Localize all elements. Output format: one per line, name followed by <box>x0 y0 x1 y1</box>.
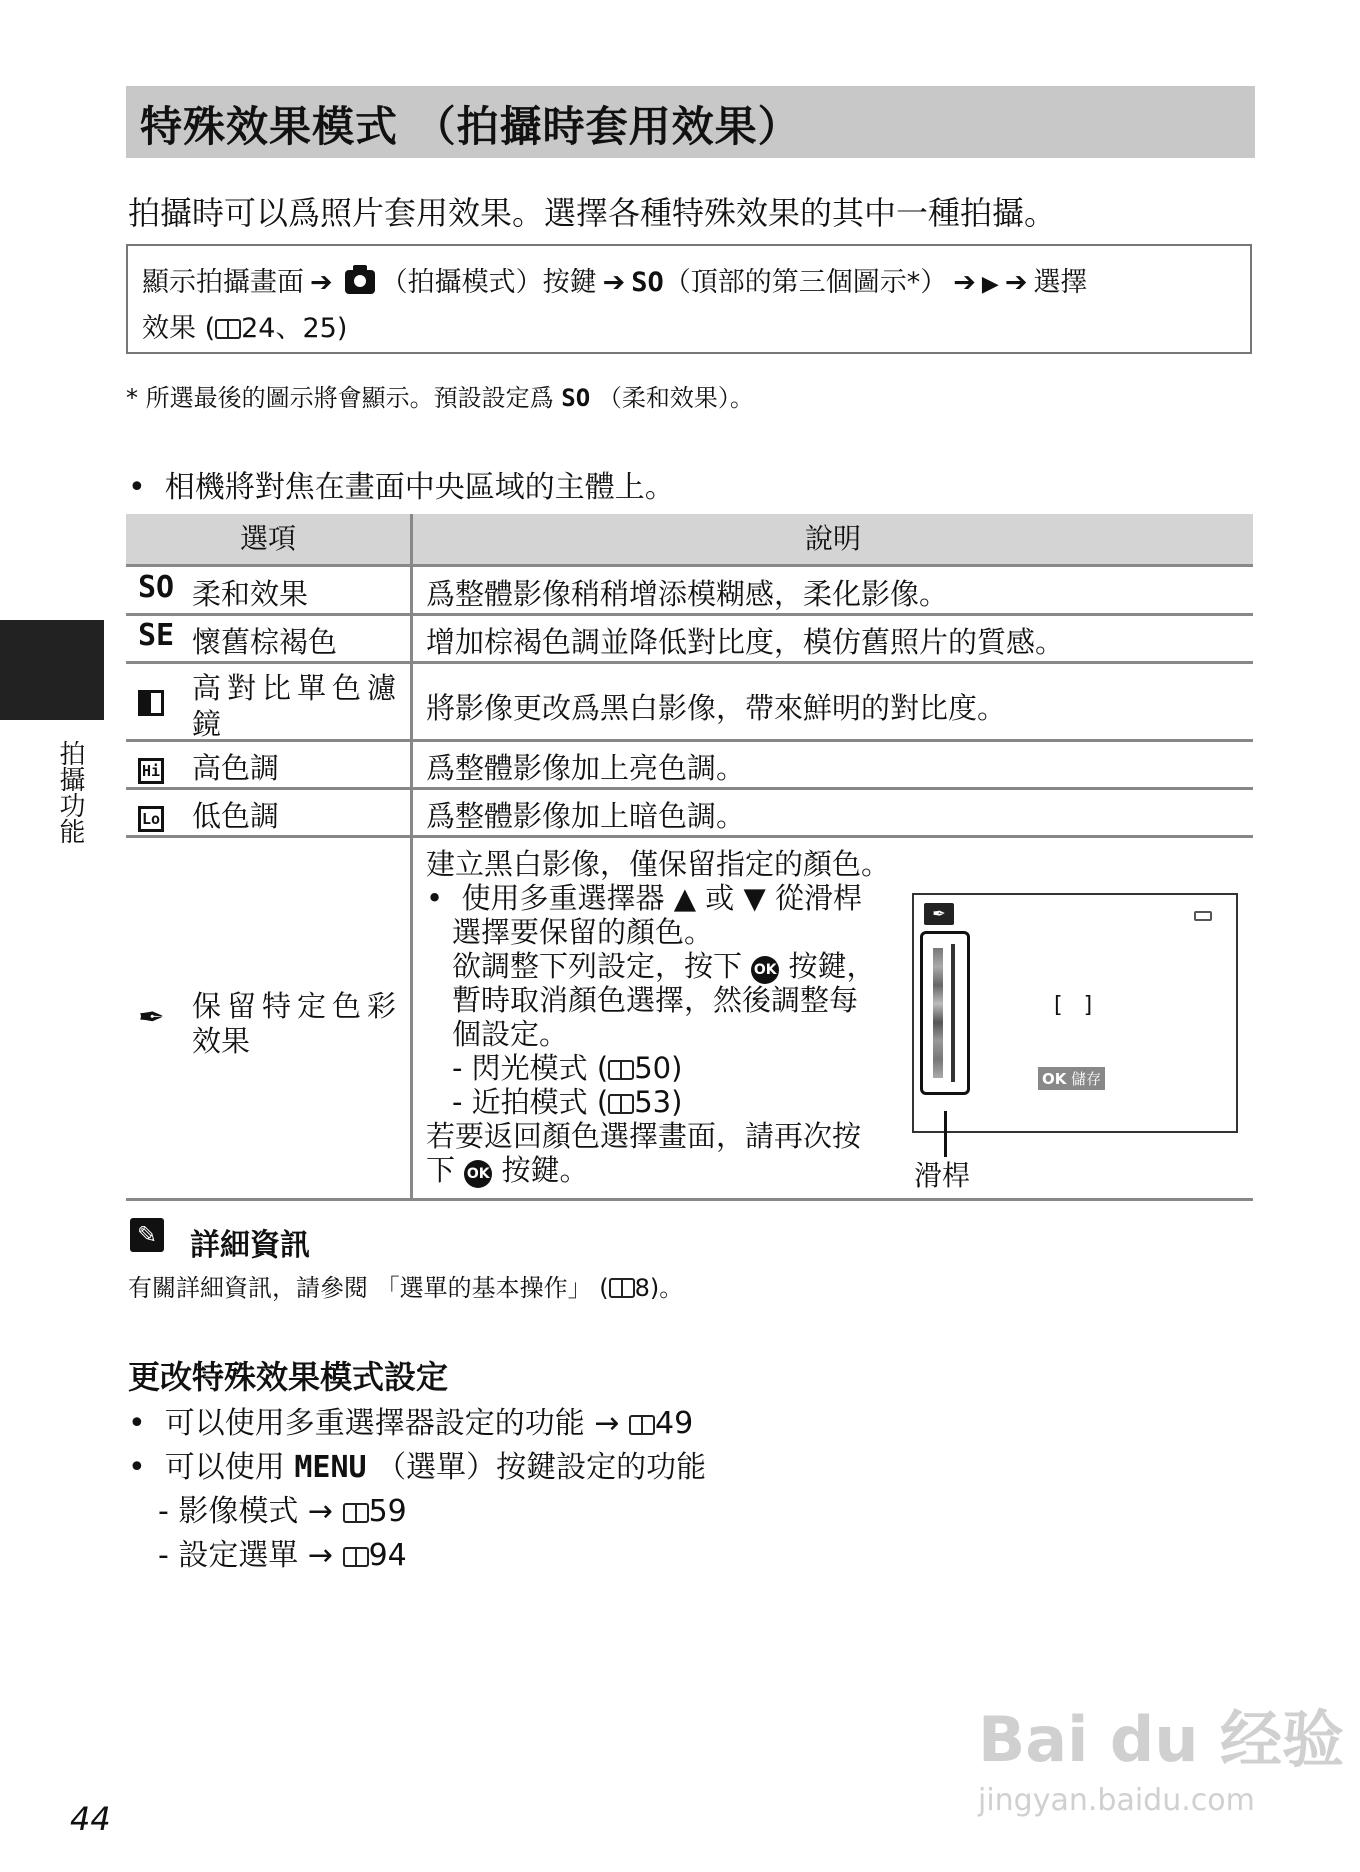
pencil-note-icon: ✎ <box>130 1218 164 1252</box>
arrow-icon: ➔ <box>602 267 626 298</box>
ok-button-icon: OK <box>751 956 779 984</box>
low-key-icon: Lo <box>138 794 164 832</box>
nav-step-4: 選擇 <box>1033 267 1088 298</box>
desc-line: 選擇要保留的顏色。 <box>452 915 714 949</box>
intro-text: 拍攝時可以爲照片套用效果。選擇各種特殊效果的其中一種拍攝。 <box>128 194 1057 232</box>
baidu-watermark <box>978 1690 1344 1818</box>
desc-line: 欲調整下列設定，按下 OK 按鍵， <box>452 949 876 983</box>
desc-line: - 閃光模式 ( 50) <box>452 1051 683 1085</box>
nav-step-3: （頂部的第三個圖示*） <box>663 267 948 298</box>
list-subitem: - 設定選單 → 94 <box>158 1538 407 1573</box>
desc-line: 暫時取消顏色選擇，然後調整每 <box>452 983 859 1017</box>
desc-line: 建立黑白影像，僅保留指定的顏色。 <box>426 847 891 881</box>
book-icon <box>215 319 241 339</box>
arrow-icon: ➔ <box>953 267 976 298</box>
footnote <box>126 378 754 413</box>
watermark-brand: Bai du 经验 <box>978 1703 1345 1776</box>
option-desc: 爲整體影像稍稍增添模糊感，柔化影像。 <box>426 577 949 611</box>
title-bar <box>126 86 1255 158</box>
book-icon <box>343 1503 369 1523</box>
option-desc: 爲整體影像加上暗色調。 <box>426 799 746 833</box>
soft-icon: SO <box>631 267 664 298</box>
camera-icon <box>345 270 375 294</box>
desc-line: 下 OK 按鍵。 <box>426 1153 589 1187</box>
option-name: 保留特定色彩 <box>192 989 403 1023</box>
option-desc: 增加棕褐色調並降低對比度，模仿舊照片的質感。 <box>426 625 1065 659</box>
navigation-path-box <box>126 244 1252 354</box>
book-icon <box>629 1415 655 1435</box>
option-name: 低色調 <box>192 799 280 833</box>
soft-icon: SO <box>561 384 591 412</box>
page-title: 特殊效果模式 （拍攝時套用效果） <box>140 102 801 151</box>
nav-step-1: 顯示拍攝畫面 <box>142 267 304 298</box>
list-item: • 可以使用 MENU （選單）按鍵設定的功能 <box>128 1450 707 1485</box>
arrow-icon: ➔ <box>310 267 333 298</box>
footnote-text: * 所選最後的圖示將會顯示。預設設定爲 <box>126 384 554 412</box>
slider-track <box>951 944 955 1082</box>
info-text: 有關詳細資訊，請參閱 「選單的基本操作」 ( 8)。 <box>128 1274 684 1302</box>
bullet-focus: • 相機將對焦在畫面中央區域的主體上。 <box>128 470 675 505</box>
option-name-cont: 效果 <box>192 1024 251 1058</box>
slider-callout-line <box>944 1111 947 1157</box>
desc-line: - 近拍模式 ( 53) <box>452 1085 683 1119</box>
desc-line: 個設定。 <box>452 1017 569 1051</box>
nostalgic-sepia-icon: SE <box>138 618 175 653</box>
arrow-icon: ➔ <box>1004 267 1028 298</box>
page-number: 44 <box>70 1800 111 1838</box>
save-prompt: OK 儲存 <box>1038 1067 1105 1090</box>
focus-brackets: [ ] <box>1054 993 1093 1018</box>
soft-icon: SO <box>138 570 175 605</box>
section-heading: 更改特殊效果模式設定 <box>128 1358 449 1396</box>
desc-line: • 使用多重選擇器 ▲ 或 ▼ 從滑桿 <box>426 881 863 915</box>
slider-label: 滑桿 <box>914 1159 971 1192</box>
book-icon <box>608 1060 634 1080</box>
battery-icon <box>1194 911 1212 921</box>
high-key-icon: Hi <box>138 746 164 784</box>
desc-line: 若要返回顏色選擇畫面，請再次按 <box>426 1119 862 1153</box>
watermark-url: jingyan.baidu.com <box>978 1783 1255 1818</box>
list-subitem: - 影像模式 → 59 <box>158 1494 407 1529</box>
eyedropper-icon: ✒ <box>138 998 165 1036</box>
chapter-tab <box>0 620 104 720</box>
chapter-label: 拍攝功能 <box>55 740 85 844</box>
book-icon <box>343 1547 369 1567</box>
nav-page-ref: 24、25) <box>241 313 348 344</box>
list-item: • 可以使用多重選擇器設定的功能 → 49 <box>128 1406 694 1441</box>
nav-step-5: 效果 ( <box>142 313 216 344</box>
camera-screen-illustration <box>912 893 1238 1133</box>
book-icon <box>608 1094 634 1114</box>
book-icon <box>609 1278 635 1298</box>
option-name: 懷舊棕褐色 <box>192 625 338 659</box>
menu-button-label: MENU <box>294 1450 367 1485</box>
option-desc: 爲整體影像加上亮色調。 <box>426 751 746 785</box>
nav-line-1 <box>142 260 1087 299</box>
header-option: 選項 <box>126 514 410 564</box>
header-description: 說明 <box>413 514 1253 564</box>
bullet-text: 相機將對焦在畫面中央區域的主體上。 <box>164 470 675 505</box>
option-desc: 將影像更改爲黑白影像，帶來鮮明的對比度。 <box>426 691 1007 725</box>
color-slider <box>920 931 970 1095</box>
option-name: 柔和效果 <box>192 577 309 611</box>
slider-color-bar <box>933 948 943 1078</box>
eyedropper-icon: ✒ <box>924 903 954 925</box>
option-name: 高對比單色濾 <box>192 671 403 705</box>
ok-button-icon: OK <box>464 1160 492 1188</box>
info-heading: 詳細資訊 <box>190 1228 310 1263</box>
option-name-cont: 鏡 <box>192 707 222 741</box>
high-contrast-icon <box>138 686 164 721</box>
footnote-text-end: （柔和效果）。 <box>597 384 754 412</box>
nav-step-2: （拍攝模式）按鍵 <box>380 267 597 298</box>
nav-line-2 <box>142 306 347 345</box>
option-name: 高色調 <box>192 751 280 785</box>
right-triangle-icon: ▶ <box>981 272 999 297</box>
